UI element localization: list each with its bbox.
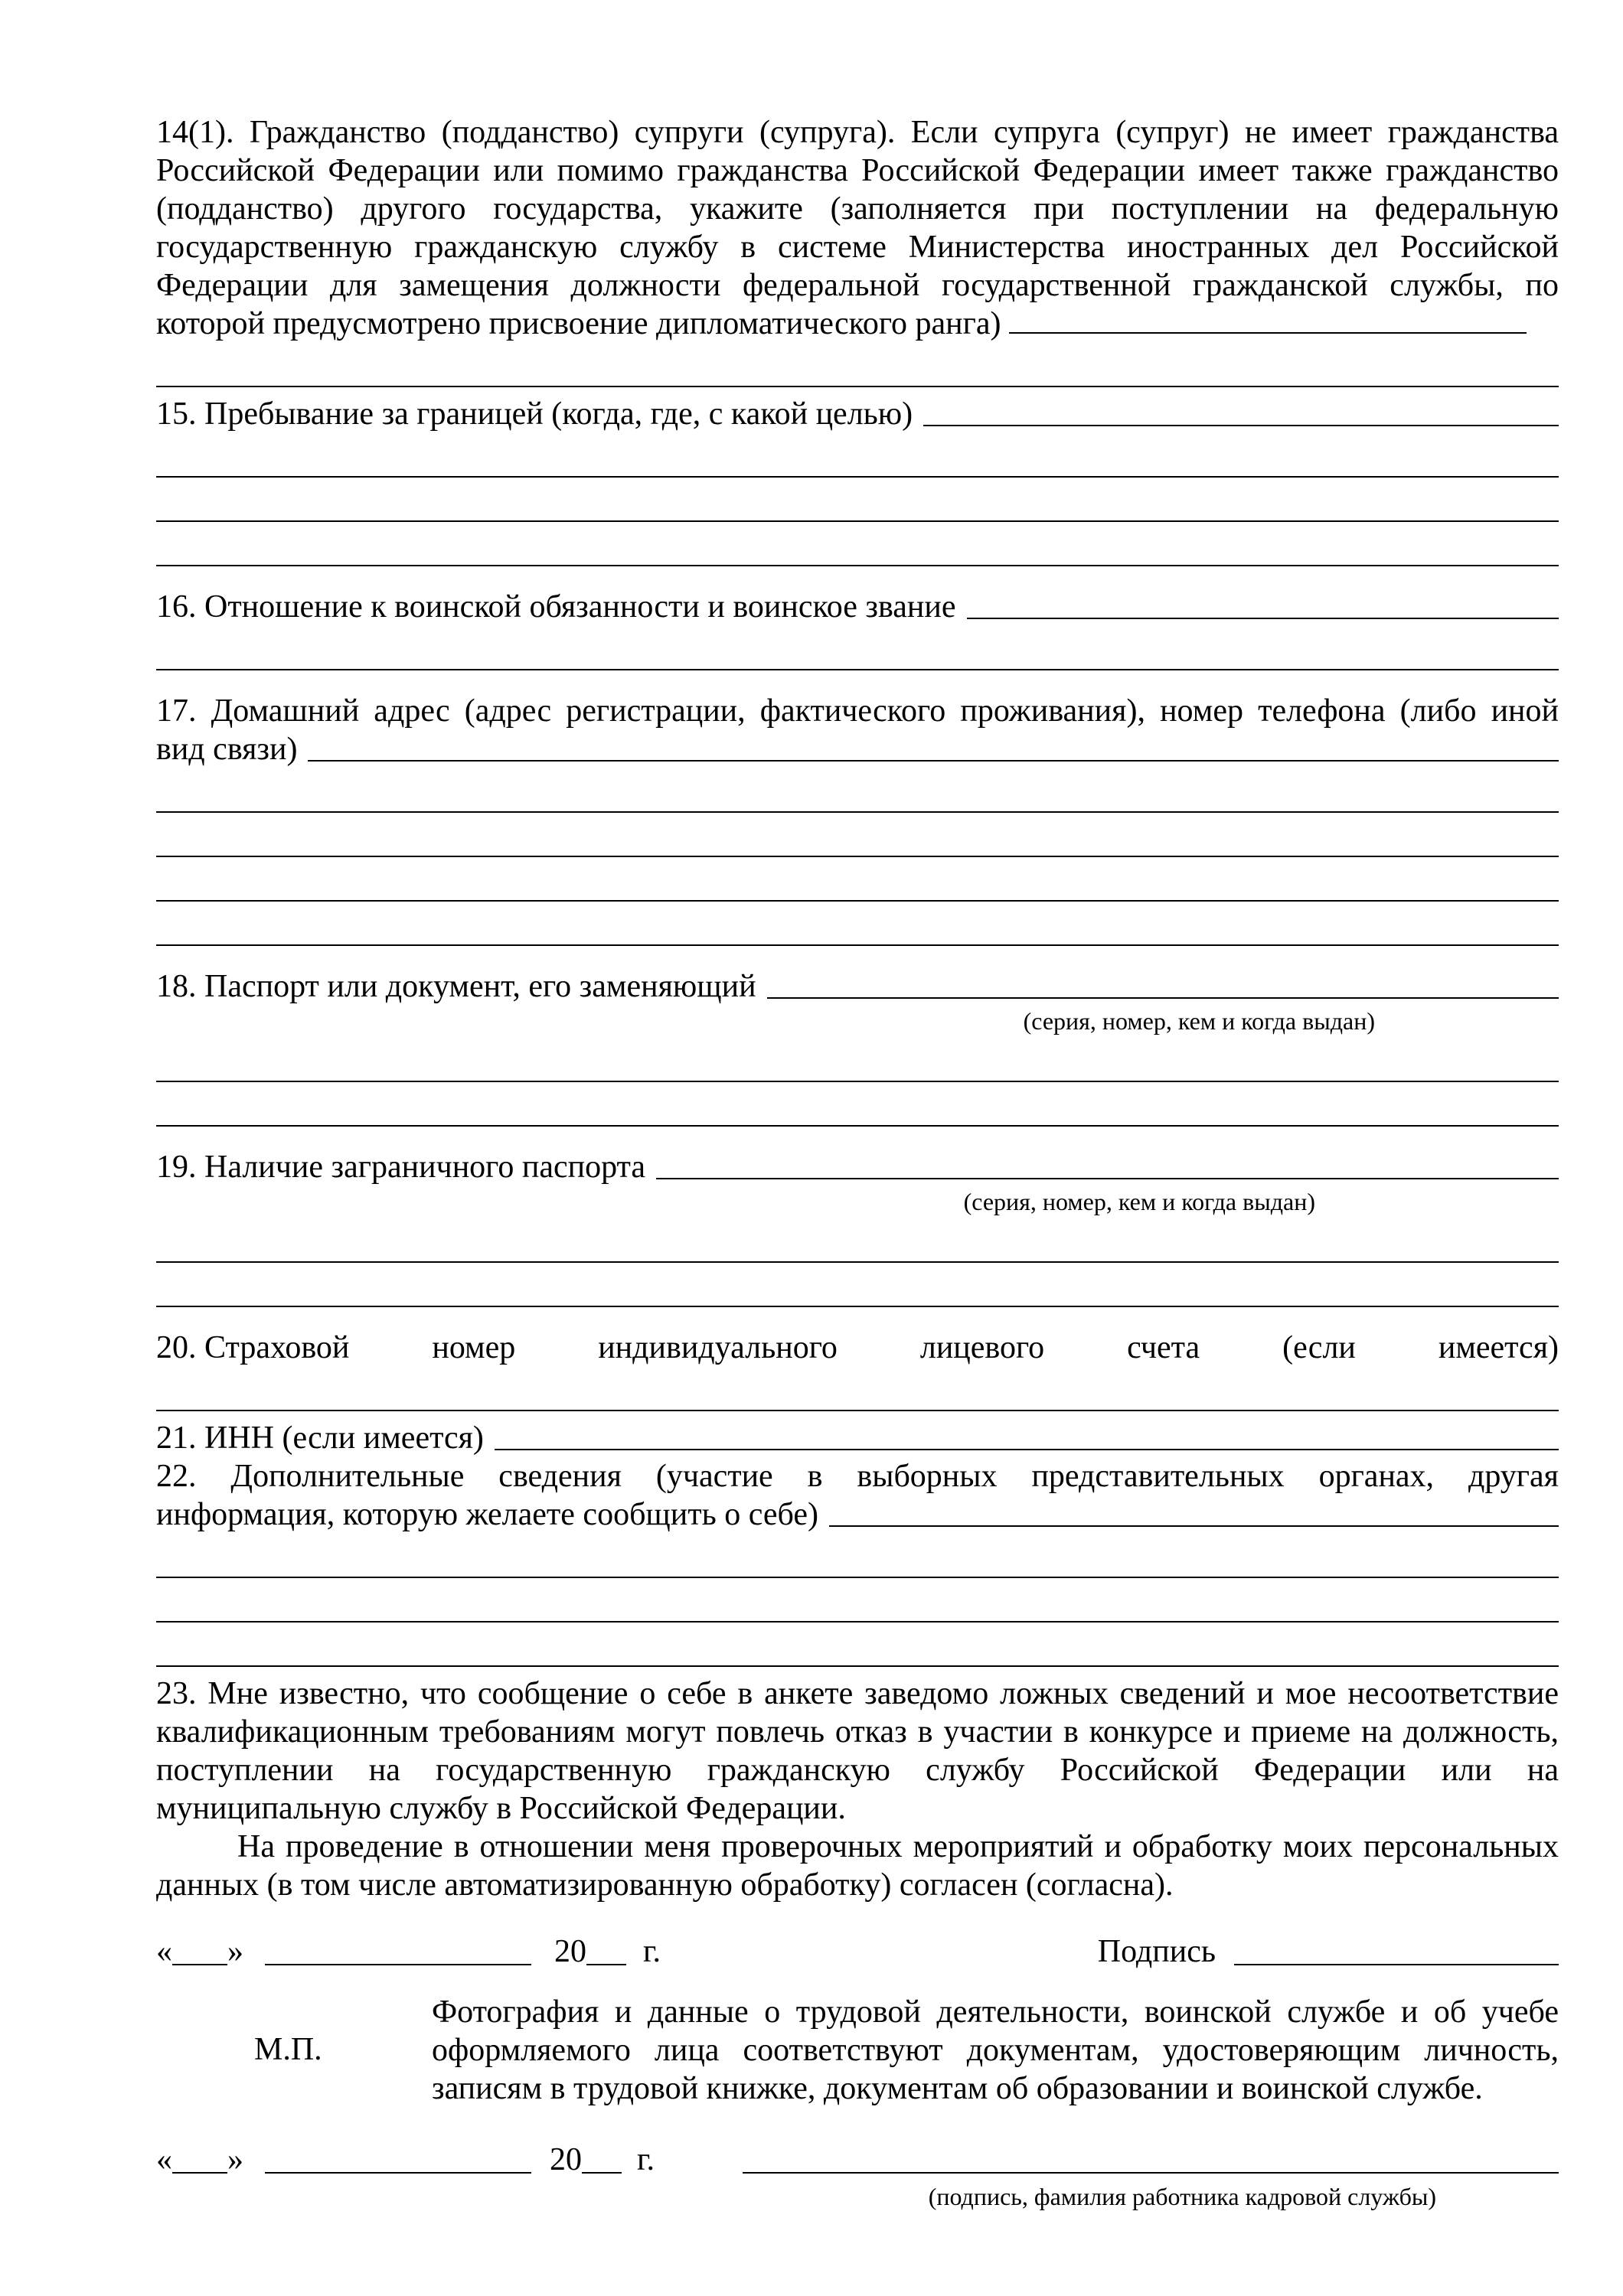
section-22-line1: 22. Дополнительные сведения (участие в выборных представительных органах, другая (156, 1459, 1559, 1494)
section-22 (156, 1457, 1559, 1667)
section-15-label: 15. Пребывание за границей (когда, где, с какой целью) (156, 396, 913, 432)
section-18-field[interactable] (767, 997, 1559, 999)
section-14-1-text: 14(1). Гражданство (подданство) супруги (супруга). Если супруга (супруг) не имеет гражданства Российской Федерации или помимо гражданства Российской Федерации имеет также гражданство (подданство) другого государства, укажите (заполняется при поступлении на федеральную государственную гражданскую службу в системе Министерства иностранных дел Российской Федерации для замещения должности федеральной государственной гражданской службы, по которой предусмотрено присвоение дипломатического ранга) (156, 115, 1559, 341)
section-20-label: 20. Страховой номер индивидуального лицевого счета (если имеется) (156, 1330, 1559, 1365)
stamp-text: Фотография и данные о трудовой деятельности, воинской службе и об учебе оформляемого лица соответствуют документам, удостоверяющим личность, записям в трудовой книжке, документам об образовании и воинской службе. (432, 1994, 1559, 2106)
section-22-line-3[interactable] (156, 1623, 1559, 1667)
section-23 (156, 1675, 1559, 1904)
signature-label: Подпись (1097, 1934, 1216, 1969)
stamp-label: М.П. (254, 2032, 322, 2067)
hr-year-field[interactable] (582, 2172, 622, 2174)
section-22-label: информация, которую желаете сообщить о себе) (156, 1497, 818, 1532)
hr-signature-caption: (подпись, фамилия работника кадровой службы) (928, 2183, 1436, 2210)
section-17 (156, 692, 1559, 946)
section-17-line-3[interactable] (156, 857, 1559, 902)
section-14-1-field[interactable] (1009, 332, 1527, 334)
section-22-line-2[interactable] (156, 1578, 1559, 1623)
section-17-label: вид связи) (156, 732, 298, 767)
hr-month-field[interactable] (265, 2172, 531, 2174)
section-23-consent: На проведение в отношении меня проверочных мероприятий и обработку моих персональных данных (в том числе автоматизированную обработку) согласен (согласна). (156, 1829, 1559, 1903)
hr-date-row: « » 20 г. (156, 2138, 1559, 2181)
section-15-line-2[interactable] (156, 478, 1559, 522)
section-17-line-4[interactable] (156, 902, 1559, 946)
section-16-label: 16. Отношение к воинской обязанности и воинское звание (156, 589, 956, 625)
section-21-label: 21. ИНН (если имеется) (156, 1420, 484, 1456)
section-17-line-2[interactable] (156, 813, 1559, 857)
section-18-label: 18. Паспорт или документ, его заменяющий (156, 969, 756, 1004)
section-19-label: 19. Наличие заграничного паспорта (156, 1150, 646, 1185)
section-14-1-line[interactable] (156, 343, 1559, 387)
day-field[interactable] (172, 1964, 227, 1965)
section-16-field[interactable] (967, 618, 1559, 619)
section-15-line-3[interactable] (156, 522, 1559, 566)
section-15-field[interactable] (923, 425, 1559, 426)
hr-day-field[interactable] (172, 2172, 227, 2174)
form-content (156, 113, 1559, 2213)
section-19-caption: (серия, номер, кем и когда выдан) (963, 1188, 1315, 1215)
date-signature-row: « » 20 г. Подпись (156, 1930, 1559, 1973)
section-20-line[interactable] (156, 1367, 1559, 1411)
section-17-field[interactable] (308, 760, 1559, 762)
section-19 (156, 1148, 1559, 1307)
signature-field[interactable] (1234, 1964, 1559, 1965)
section-18-line-2[interactable] (156, 1082, 1559, 1127)
section-22-field[interactable] (829, 1525, 1559, 1527)
month-field[interactable] (265, 1964, 531, 1965)
section-23-text: 23. Мне известно, что сообщение о себе в анкете заведомо ложных сведений и мое несоответствие квалификационным требованиям могут повлечь отказ в участии в конкурсе и приеме на должность, поступлении на государственную гражданскую службу Российской Федерации или на муниципальную службу в Российской Федерации. (156, 1676, 1559, 1826)
hr-signature-field[interactable] (743, 2172, 1559, 2174)
section-19-field[interactable] (656, 1178, 1559, 1179)
section-17-line1: 17. Домашний адрес (адрес регистрации, фактического проживания), номер телефона (либо иной (156, 693, 1559, 729)
section-19-line-1[interactable] (156, 1218, 1559, 1263)
section-21-field[interactable] (495, 1449, 1559, 1450)
section-18-line-1[interactable] (156, 1038, 1559, 1082)
section-15 (156, 395, 1559, 566)
section-19-line-2[interactable] (156, 1263, 1559, 1307)
section-18-caption: (серия, номер, кем и когда выдан) (1023, 1007, 1375, 1035)
section-16 (156, 588, 1559, 670)
section-20 (156, 1329, 1559, 1411)
section-21 (156, 1411, 1559, 1457)
year-field[interactable] (586, 1964, 626, 1965)
section-14-1 (156, 113, 1559, 387)
section-22-line-1[interactable] (156, 1534, 1559, 1578)
section-18 (156, 967, 1559, 1127)
section-16-line[interactable] (156, 626, 1559, 670)
section-15-line-1[interactable] (156, 433, 1559, 478)
stamp-block (156, 1993, 1559, 2108)
section-17-line-1[interactable] (156, 768, 1559, 813)
